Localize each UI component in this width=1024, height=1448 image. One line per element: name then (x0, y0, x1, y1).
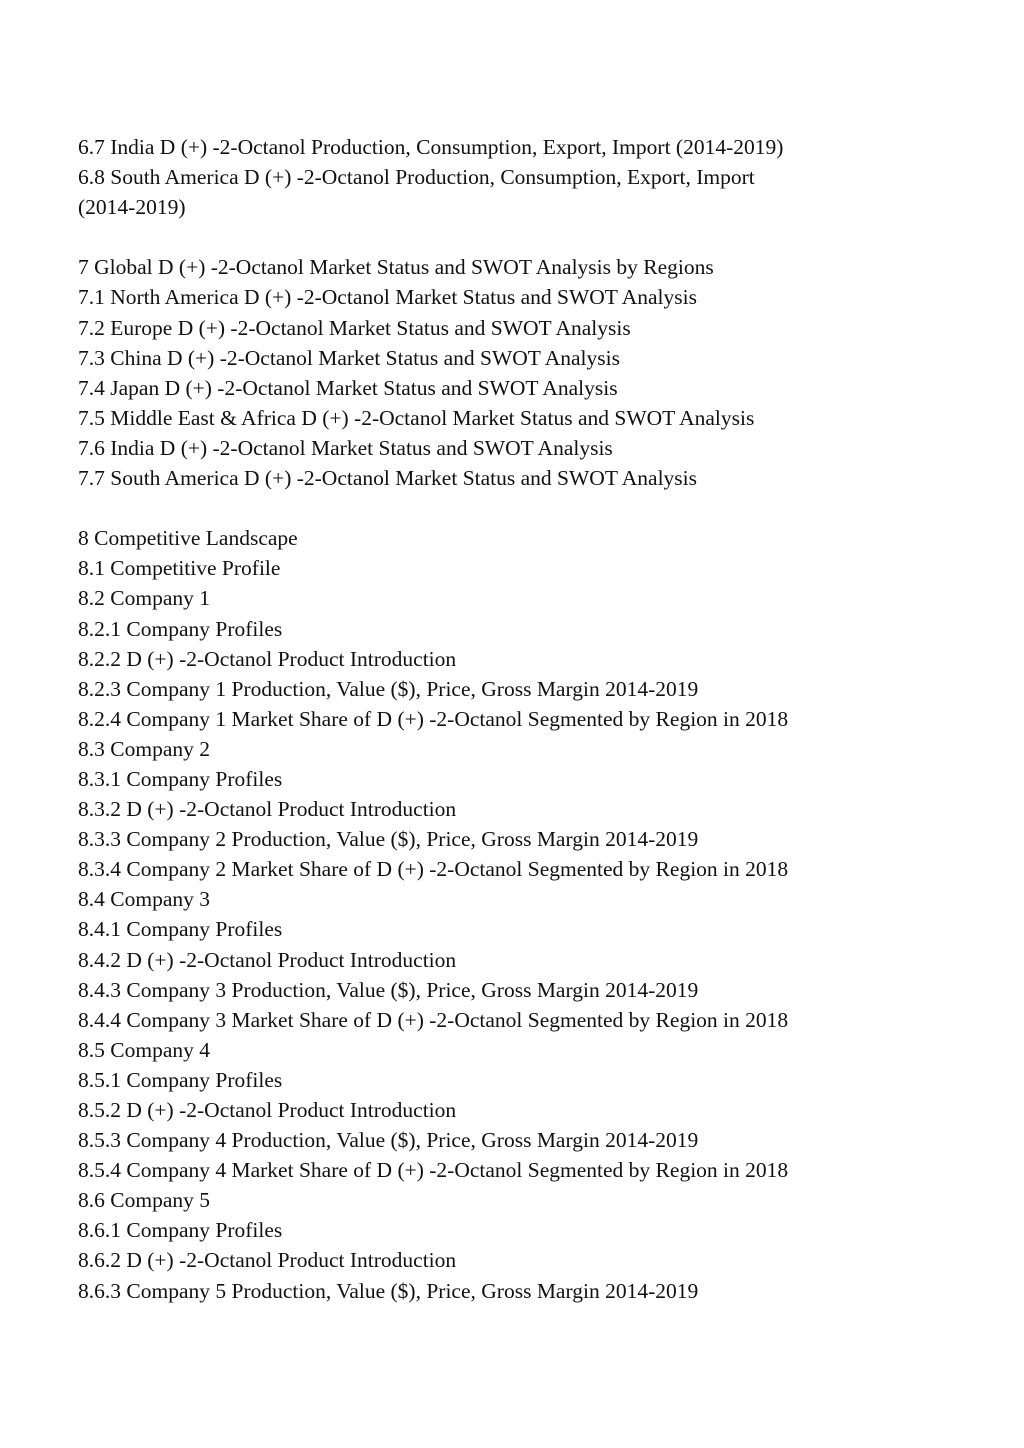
toc-line: 8.6.2 D (+) -2-Octanol Product Introduction (78, 1248, 457, 1273)
toc-line: 6.7 India D (+) -2-Octanol Production, Consumption, Export, Import (2014-2019) (78, 135, 784, 159)
toc-line: 8.2.4 Company 1 Market Share of D (+) -2-Octanol Segmented by Region in 2018 (78, 706, 789, 731)
paragraph-gap (78, 222, 958, 252)
toc-line: 7 Global D (+) -2-Octanol Market Status and SWOT Analysis by Regions (78, 255, 714, 280)
toc-line: 8.3.2 D (+) -2-Octanol Product Introduction (78, 797, 457, 822)
toc-line: 8.3 Company 2 (78, 736, 210, 761)
toc-line: 8.2.3 Company 1 Production, Value ($), Price, Gross Margin 2014-2019 (78, 676, 699, 701)
toc-line: 8.1 Competitive Profile (78, 556, 281, 581)
toc-line: 8.2.2 D (+) -2-Octanol Product Introduction (78, 646, 457, 671)
toc-line: 8.2 Company 1 (78, 586, 210, 611)
document-page (78, 132, 958, 1306)
toc-line: 8.6.3 Company 5 Production, Value ($), Price, Gross Margin 2014-2019 (78, 1278, 699, 1303)
toc-line: 8.4.3 Company 3 Production, Value ($), Price, Gross Margin 2014-2019 (78, 977, 699, 1002)
toc-line: (2014-2019) (78, 195, 186, 220)
toc-line: 8.4.2 D (+) -2-Octanol Product Introduction (78, 947, 457, 972)
toc-block-section-6 (78, 132, 958, 222)
toc-line: 8.4 Company 3 (78, 887, 210, 912)
toc-line: 8.4.4 Company 3 Market Share of D (+) -2-Octanol Segmented by Region in 2018 (78, 1007, 789, 1032)
toc-line: 8.3.4 Company 2 Market Share of D (+) -2-Octanol Segmented by Region in 2018 (78, 857, 789, 882)
toc-line: 8.3.3 Company 2 Production, Value ($), Price, Gross Margin 2014-2019 (78, 827, 699, 852)
toc-block-section-7 (78, 252, 958, 493)
toc-line: 7.2 Europe D (+) -2-Octanol Market Status and SWOT Analysis (78, 315, 631, 340)
toc-line: 8.6.1 Company Profiles (78, 1218, 283, 1243)
toc-line: 8 Competitive Landscape (78, 526, 298, 551)
toc-line: 7.6 India D (+) -2-Octanol Market Status and SWOT Analysis (78, 435, 613, 460)
toc-line: 8.5.4 Company 4 Market Share of D (+) -2-Octanol Segmented by Region in 2018 (78, 1158, 789, 1183)
toc-line: 7.4 Japan D (+) -2-Octanol Market Status and SWOT Analysis (78, 375, 618, 400)
toc-line: 6.8 South America D (+) -2-Octanol Production, Consumption, Export, Import (78, 165, 755, 190)
toc-line: 7.1 North America D (+) -2-Octanol Market Status and SWOT Analysis (78, 285, 697, 310)
toc-line: 8.5.1 Company Profiles (78, 1067, 283, 1092)
toc-line: 8.2.1 Company Profiles (78, 616, 283, 641)
toc-line: 8.6 Company 5 (78, 1188, 210, 1213)
toc-line: 7.7 South America D (+) -2-Octanol Market Status and SWOT Analysis (78, 466, 698, 491)
toc-line: 8.4.1 Company Profiles (78, 917, 283, 942)
toc-line: 8.5.2 D (+) -2-Octanol Product Introduction (78, 1098, 457, 1122)
toc-line: 8.5.3 Company 4 Production, Value ($), Price, Gross Margin 2014-2019 (78, 1128, 699, 1153)
toc-block-section-8 (78, 523, 958, 1305)
toc-line: 7.5 Middle East & Africa D (+) -2-Octanol Market Status and SWOT Analysis (78, 405, 755, 430)
toc-line: 7.3 China D (+) -2-Octanol Market Status and SWOT Analysis (78, 345, 620, 370)
toc-line: 8.3.1 Company Profiles (78, 766, 283, 791)
toc-line: 8.5 Company 4 (78, 1037, 210, 1062)
paragraph-gap (78, 493, 958, 523)
